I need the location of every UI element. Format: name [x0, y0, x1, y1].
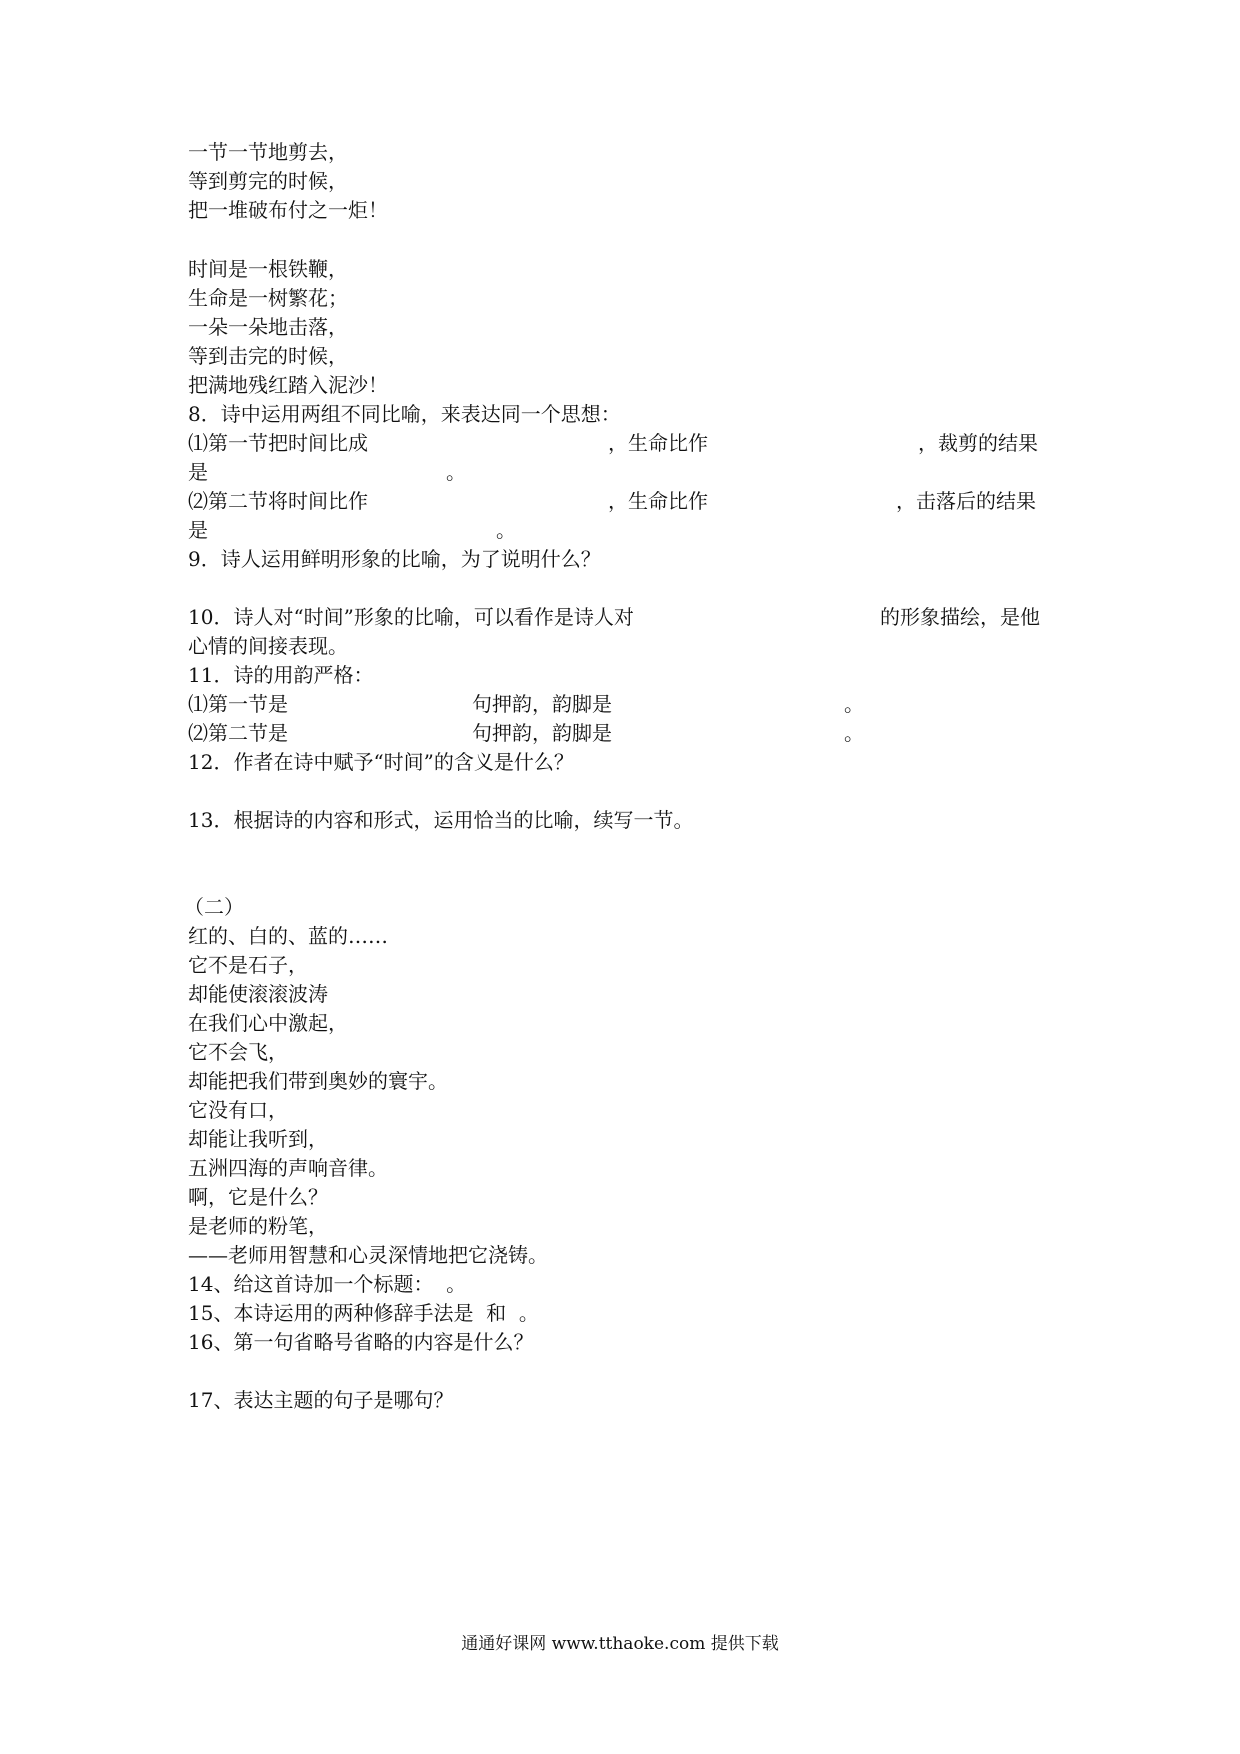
q11-1-part: ⑴第一节是 — [188, 692, 288, 716]
q8-2-part: ，击落后的结果 — [896, 489, 1036, 513]
q8-2-part: 。 — [496, 518, 516, 542]
page-footer: 通通好课网 www.tthaoke.com 提供下载 — [461, 1634, 779, 1654]
question-11: 11．诗的用韵严格： — [188, 663, 374, 687]
question-12: 12．作者在诗中赋予“时间”的含义是什么？ — [188, 750, 574, 774]
q8-1-part: ，生命比作 — [608, 431, 708, 455]
poem1-line: 等到击完的时候， — [188, 344, 348, 368]
poem1-line: 把满地残红踏入泥沙！ — [188, 373, 388, 397]
poem2-line: 是老师的粉笔， — [188, 1214, 328, 1238]
question-9: 9．诗人运用鲜明形象的比喻，为了说明什么？ — [188, 547, 601, 571]
poem1-line: 生命是一树繁花； — [188, 286, 348, 310]
poem2-line: 红的、白的、蓝的…… — [188, 924, 388, 948]
question-17: 17、表达主题的句子是哪句？ — [188, 1388, 454, 1412]
poem2-line: 五洲四海的声响音律。 — [188, 1156, 388, 1180]
poem2-line: 在我们心中激起， — [188, 1011, 348, 1035]
q8-1-part: 是 — [188, 460, 208, 484]
q8-1-part: ，裁剪的结果 — [918, 431, 1038, 455]
q11-2-part: ⑵第二节是 — [188, 721, 288, 745]
question-8: 8．诗中运用两组不同比喻，来表达同一个思想： — [188, 402, 621, 426]
poem2-line: 却能让我听到， — [188, 1127, 328, 1151]
question-14: 14、给这首诗加一个标题： 。 — [188, 1272, 467, 1296]
q11-1-part: 。 — [844, 692, 864, 716]
poem2-line: 啊，它是什么？ — [188, 1185, 328, 1209]
poem2-line: 却能使滚滚波涛 — [188, 982, 328, 1006]
question-13: 13．根据诗的内容和形式，运用恰当的比喻，续写一节。 — [188, 808, 694, 832]
q11-2-part: 句押韵，韵脚是 — [472, 721, 612, 745]
q10-part: 的形象描绘，是他 — [880, 605, 1040, 629]
poem1-line: 等到剪完的时候， — [188, 169, 348, 193]
poem1-line: 时间是一根铁鞭， — [188, 257, 348, 281]
question-15: 15、本诗运用的两种修辞手法是 和 。 — [188, 1301, 539, 1325]
q8-2-part: ，生命比作 — [608, 489, 708, 513]
poem2-line: 却能把我们带到奥妙的寰宇。 — [188, 1069, 448, 1093]
q8-1-part: ⑴第一节把时间比成 — [188, 431, 368, 455]
poem1-line: 一节一节地剪去， — [188, 140, 348, 164]
q8-1-part: 。 — [446, 460, 466, 484]
q10-part: 10．诗人对“时间”形象的比喻，可以看作是诗人对 — [188, 605, 634, 629]
q11-1-part: 句押韵，韵脚是 — [472, 692, 612, 716]
poem2-line: 它没有口， — [188, 1098, 288, 1122]
q8-2-part: 是 — [188, 518, 208, 542]
poem1-line: 一朵一朵地击落， — [188, 315, 348, 339]
poem2-line: ——老师用智慧和心灵深情地把它浇铸。 — [188, 1243, 548, 1267]
q11-2-part: 。 — [844, 721, 864, 745]
q8-2-part: ⑵第二节将时间比作 — [188, 489, 368, 513]
question-16: 16、第一句省略号省略的内容是什么？ — [188, 1330, 534, 1354]
poem1-line: 把一堆破布付之一炬！ — [188, 198, 388, 222]
poem2-line: 它不会飞， — [188, 1040, 288, 1064]
question-10-cont: 心情的间接表现。 — [188, 634, 348, 658]
section-heading: （二） — [184, 895, 244, 919]
poem2-line: 它不是石子， — [188, 953, 308, 977]
